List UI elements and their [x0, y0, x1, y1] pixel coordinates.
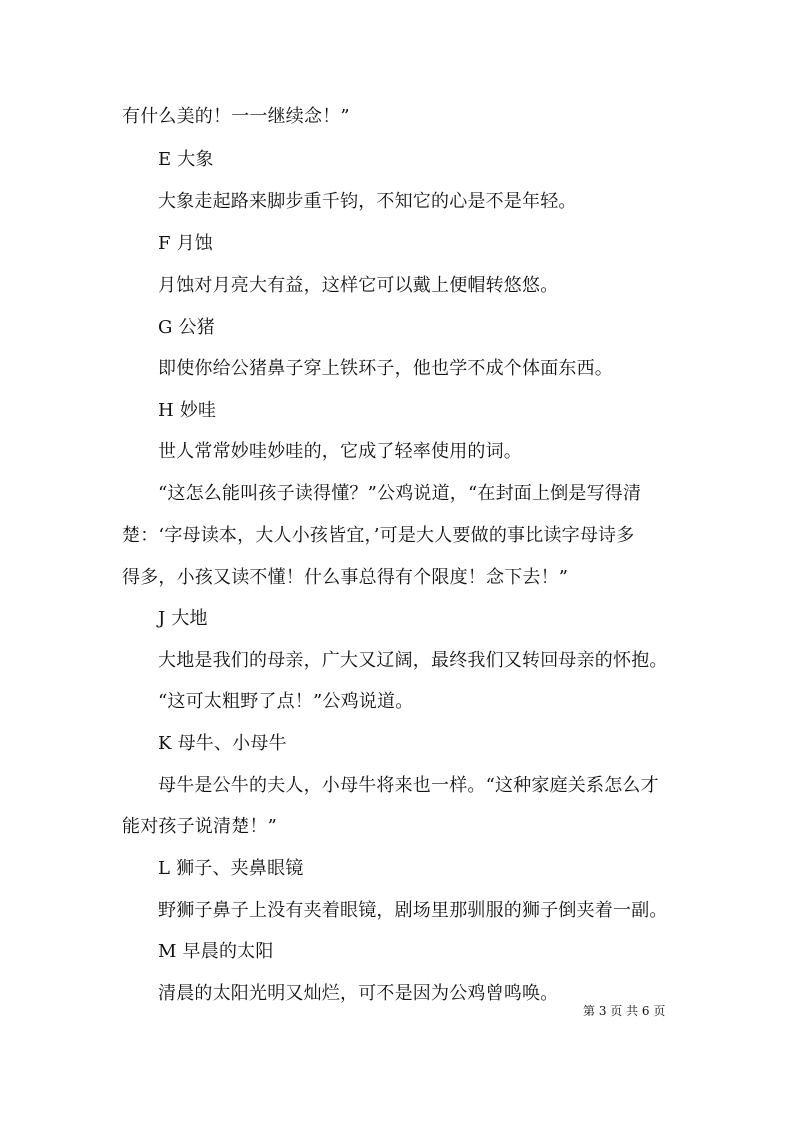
entry-text-l: 野狮子鼻子上没有夹着眼镜，剧场里那驯服的狮子倒夹着一副。: [158, 900, 668, 921]
entry-text-k-line-1: 母牛是公牛的夫人，小母牛将来也一样。“这种家庭关系怎么才: [158, 775, 659, 796]
paragraph-continuation: 有什么美的！一一继续念！”: [122, 106, 350, 127]
entry-heading-h: H 妙哇: [158, 400, 217, 421]
dialogue-paragraph-line-3: 得多，小孩又读不懂！什么事总得有个限度！念下去！”: [122, 567, 569, 588]
entry-heading-l: L 狮子、夹鼻眼镜: [158, 858, 304, 879]
entry-text-m: 清晨的太阳光明又灿烂，可不是因为公鸡曾鸣唤。: [158, 983, 559, 1004]
entry-heading-f: F 月蚀: [158, 233, 214, 254]
entry-heading-j: J 大地: [158, 608, 208, 629]
dialogue-line-j: “这可太粗野了点！”公鸡说道。: [158, 691, 414, 712]
dialogue-paragraph-line-1: “这怎么能叫孩子读得懂？”公鸡说道，“在封面上倒是写得清: [158, 483, 642, 504]
entry-heading-e: E 大象: [158, 149, 214, 170]
entry-heading-g: G 公猪: [158, 317, 215, 338]
entry-heading-m: M 早晨的太阳: [158, 941, 274, 962]
entry-text-g: 即使你给公猪鼻子穿上铁环子，他也学不成个体面东西。: [158, 358, 613, 379]
dialogue-paragraph-line-2: 楚：‘字母读本，大人小孩皆宜，’可是大人要做的事比读字母诗多: [122, 525, 635, 546]
entry-text-j: 大地是我们的母亲，广大又辽阔，最终我们又转回母亲的怀抱。: [158, 650, 668, 671]
entry-text-f: 月蚀对月亮大有益，这样它可以戴上便帽转悠悠。: [158, 275, 559, 296]
entry-text-k-line-2: 能对孩子说清楚！”: [122, 816, 278, 837]
page-footer: 第 3 页 共 6 页: [583, 1004, 666, 1018]
entry-text-h: 世人常常妙哇妙哇的，它成了轻率使用的词。: [158, 441, 522, 462]
entry-heading-k: K 母牛、小母牛: [158, 733, 287, 754]
entry-text-e: 大象走起路来脚步重千钧，不知它的心是不是年轻。: [158, 191, 577, 212]
